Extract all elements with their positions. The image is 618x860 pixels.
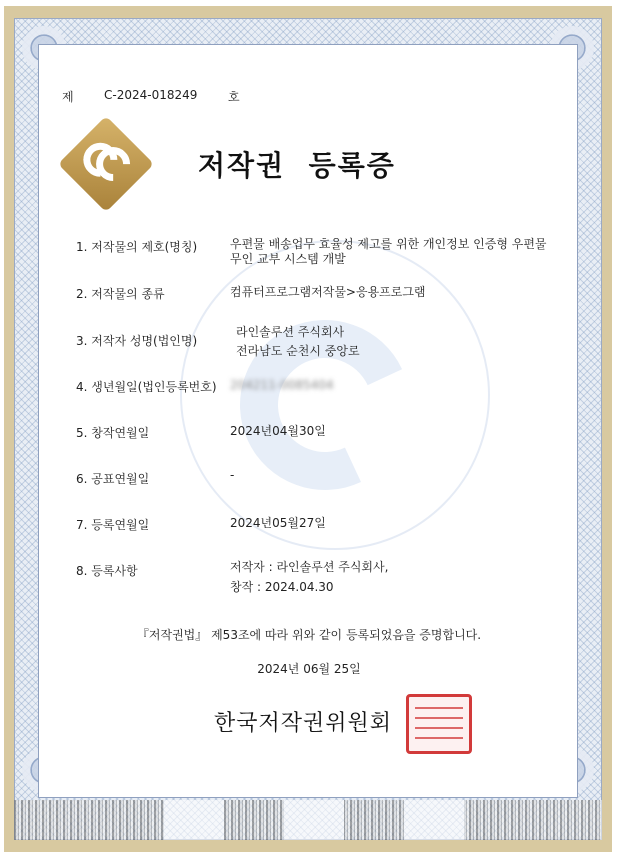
issue-date: 2024년 06월 25일 [257,662,361,676]
row-label-publication-date: 6. 공표연월일 [76,472,150,486]
row-value-reg-number: 204211-0085404 [230,378,334,392]
row-label-author: 3. 저작자 성명(법인명) [76,334,198,348]
registration-number: C-2024-018249 [104,88,198,102]
registration-suffix: 호 [228,90,240,104]
row-value-title: 우편물 배송업무 효율성 제고를 위한 개인정보 인증형 우편물 무인 교부 시스템 개발 [230,237,547,266]
security-pattern-band [14,800,602,840]
row-label-registration-details: 8. 등록사항 [76,564,138,578]
row-label-title: 1. 저작물의 제호(명칭) [76,240,198,254]
row-value-publication-date: - [230,468,235,482]
row-label-registration-date: 7. 등록연월일 [76,518,150,532]
row-label-creation-date: 5. 창작연월일 [76,426,150,440]
certification-statement: 『저작권법』 제53조에 따라 위와 같이 등록되었음을 증명합니다. [136,628,482,642]
row-value-details-creation: 창작 : 2024.04.30 [230,580,334,594]
row-label-reg-number: 4. 생년월일(법인등록번호) [76,380,217,394]
row-label-type: 2. 저작물의 종류 [76,287,165,301]
row-value-author-address: 전라남도 순천시 중앙로 [236,344,360,358]
row-value-details-author: 저작자 : 라인솔루션 주식회사, [230,560,389,574]
row-value-registration-date: 2024년05월27일 [230,516,326,530]
row-value-creation-date: 2024년04월30일 [230,424,326,438]
document-title: 저작권 등록증 [198,149,396,182]
official-seal-stamp [406,694,472,754]
registration-prefix: 제 [62,90,74,104]
row-value-type: 컴퓨터프로그램저작물>응용프로그램 [230,285,426,299]
row-value-author-name: 라인솔루션 주식회사 [236,325,345,339]
issuer-name: 한국저작권위원회 [214,711,393,736]
